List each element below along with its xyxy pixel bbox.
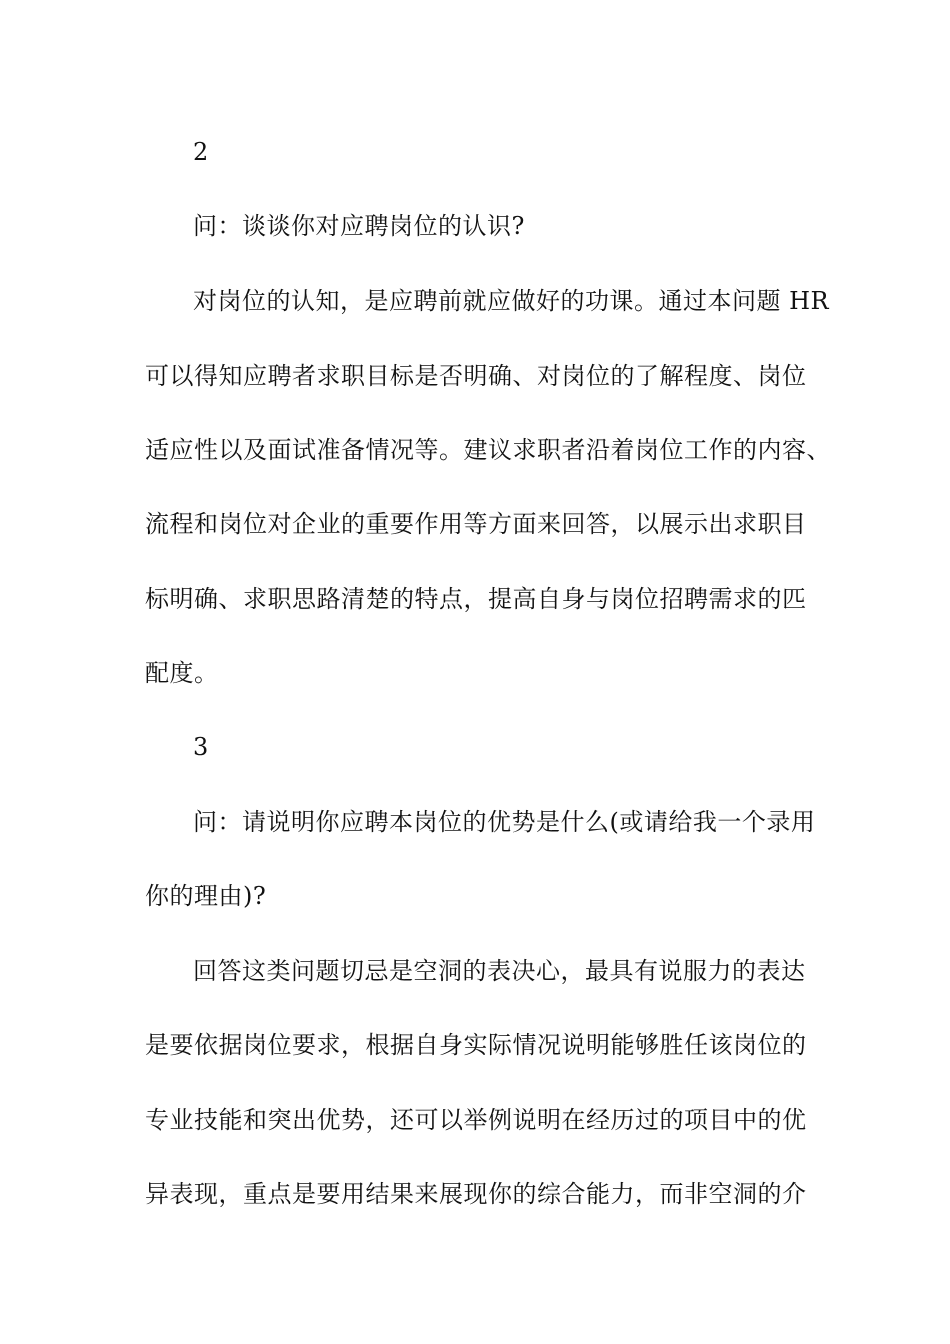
paragraph-line: 回答这类问题切忌是空洞的表决心，最具有说服力的表达 [193,957,806,985]
paragraph-line: 标明确、求职思路清楚的特点，提高自身与岗位招聘需求的匹 [145,585,807,613]
paragraph-line: 流程和岗位对企业的重要作用等方面来回答，以展示出求职目 [145,510,807,538]
section-number: 2 [193,138,209,166]
paragraph-line: 适应性以及面试准备情况等。建议求职者沿着岗位工作的内容、 [145,436,831,464]
paragraph-line: 专业技能和突出优势，还可以举例说明在经历过的项目中的优 [145,1106,807,1134]
paragraph-line: 是要依据岗位要求，根据自身实际情况说明能够胜任该岗位的 [145,1031,807,1059]
paragraph-line: 配度。 [145,659,219,687]
question-heading: 问：谈谈你对应聘岗位的认识? [193,212,525,240]
question-heading-continued: 你的理由)? [145,882,267,910]
paragraph-line: 可以得知应聘者求职目标是否明确、对岗位的了解程度、岗位 [145,362,807,390]
question-heading: 问：请说明你应聘本岗位的优势是什么(或请给我一个录用 [193,808,816,836]
section-number: 3 [193,733,209,761]
paragraph-line: 异表现，重点是要用结果来展现你的综合能力，而非空洞的介 [145,1180,807,1208]
paragraph-line: 对岗位的认知，是应聘前就应做好的功课。通过本问题 HR [193,287,830,315]
